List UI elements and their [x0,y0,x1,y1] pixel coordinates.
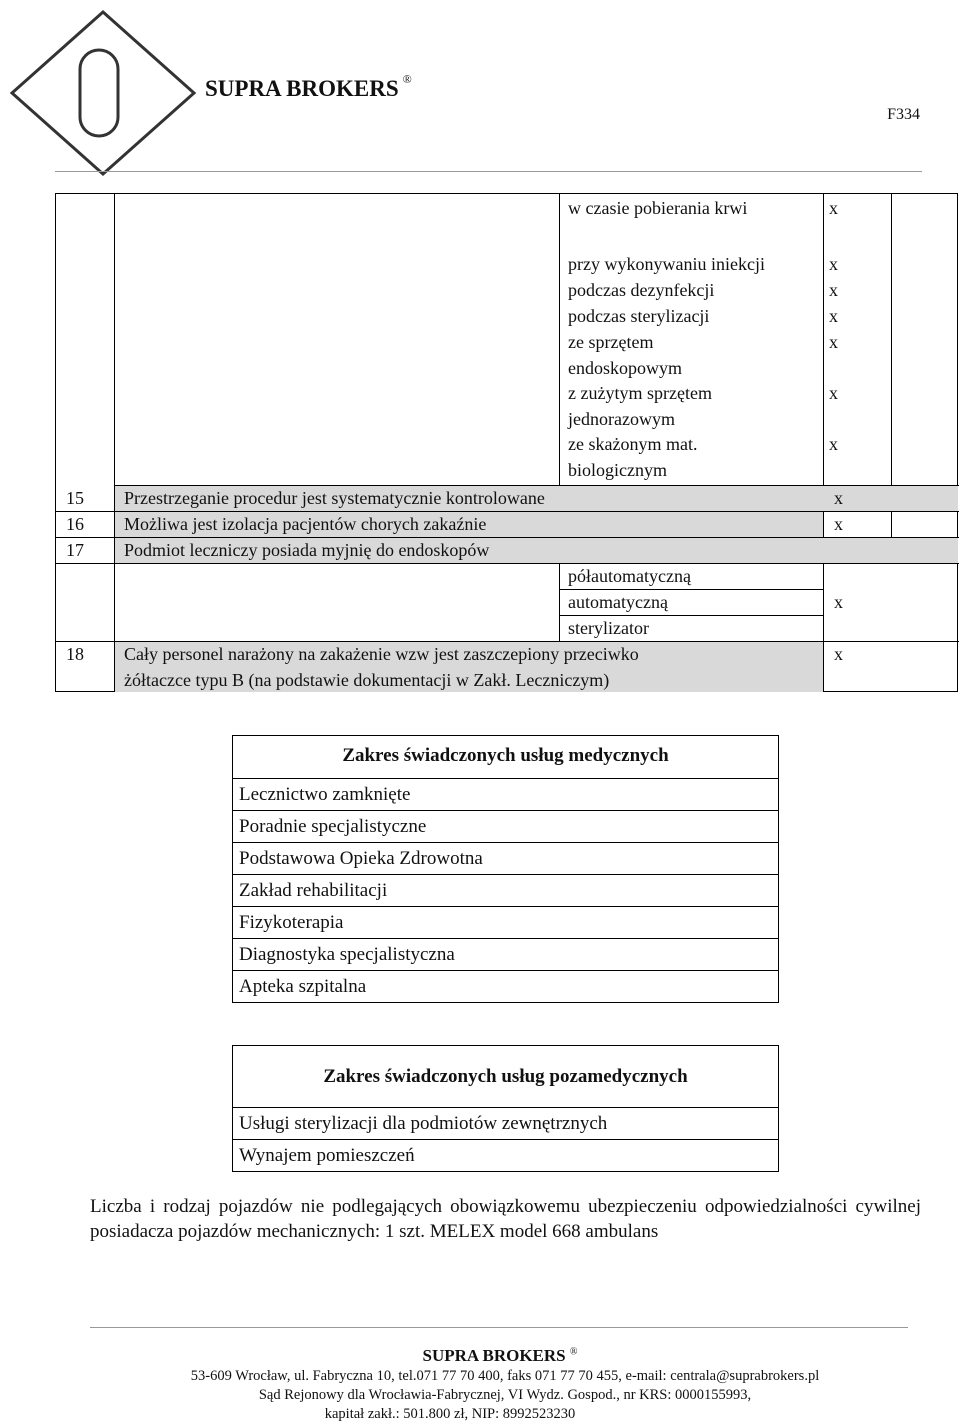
washer-option-label: sterylizator [568,618,649,638]
sub-row-label: w czasie pobierania krwi [568,198,748,218]
non-medical-services-title: Zakres świadczonych usług pozamedycznych [323,1066,688,1087]
non-medical-services-box [232,1045,779,1172]
mark-x: x [834,592,843,612]
row-number: 17 [66,540,84,560]
row-text: Przestrzeganie procedur jest systematycznie kontrolowane [124,488,545,508]
row-text: Cały personel narażony na zakażenie wzw jest zaszczepiony przeciwko [124,644,639,664]
row-number: 15 [66,488,84,508]
washer-option-label: automatyczną [568,592,668,612]
company-logo [8,8,198,178]
row-text: żółtaczce typu B (na podstawie dokumentacji w Zakł. Leczniczym) [124,670,610,690]
sub-row-label: przy wykonywaniu iniekcji [568,254,765,274]
hygiene-table [55,193,958,692]
sub-row-label: biologicznym [568,460,667,480]
footer-court: Sąd Rejonowy dla Wrocławia-Fabrycznej, VI Wydz. Gospod., nr KRS: 0000155993, [258,1387,752,1403]
footer-divider [90,1327,908,1328]
sub-row-label: podczas dezynfekcji [568,280,715,300]
row-number: 18 [66,644,84,664]
header-divider [55,171,922,172]
mark-x: x [829,306,838,326]
row-number: 16 [66,514,84,534]
mark-x: x [834,644,843,664]
sub-row-label: jednorazowym [568,409,675,429]
washer-option-label: półautomatyczną [568,566,691,586]
mark-x: x [829,198,838,218]
vehicles-paragraph: Liczba i rodzaj pojazdów nie podlegających obowiązkowemu ubezpieczeniu odpowiedzialności cywilnej posiadacza pojazdów mechanicznych: 1 szt. MELEX model 668 ambulans [90,1196,921,1242]
medical-service-item: Poradnie specjalistyczne [233,810,778,842]
header-brand: SUPRA BROKERS ® [205,72,412,101]
sub-row-label: podczas sterylizacji [568,306,710,326]
sub-row-label: ze skażonym mat. [568,434,698,454]
non-medical-service-item: Wynajem pomieszczeń [233,1139,778,1171]
sub-row-label: endoskopowym [568,358,682,378]
mark-x: x [829,434,838,454]
sub-row-label: ze sprzętem [568,332,654,352]
mark-x: x [834,514,843,534]
footer-address: 53-609 Wrocław, ul. Fabryczna 10, tel.071 77 70 400, faks 071 77 70 455, e-mail: centrala@suprabrokers.pl [190,1368,820,1384]
medical-service-item: Lecznictwo zamknięte [233,778,778,810]
mark-x: x [829,332,838,352]
footer-capital: kapitał zakł.: 501.800 zł, NIP: 8992523230 [324,1406,576,1422]
row-text: Podmiot leczniczy posiada myjnię do endoskopów [124,540,490,560]
mark-x: x [829,254,838,274]
medical-services-title: Zakres świadczonych usług medycznych [342,745,669,766]
medical-service-item: Apteka szpitalna [233,970,778,1002]
medical-service-item: Zakład rehabilitacji [233,874,778,906]
sub-row-label: z zużytym sprzętem [568,383,712,403]
form-code: F334 [887,106,920,123]
mark-x: x [829,280,838,300]
non-medical-service-item: Usługi sterylizacji dla podmiotów zewnętrznych [233,1107,778,1139]
medical-service-item: Podstawowa Opieka Zdrowotna [233,842,778,874]
row-text: Możliwa jest izolacja pacjentów chorych zakaźnie [124,514,487,534]
medical-service-item: Fizykoterapia [233,906,778,938]
medical-service-item: Diagnostyka specjalistyczna [233,938,778,970]
footer-brand: SUPRA BROKERS ® [422,1346,578,1365]
medical-services-box [232,735,779,1003]
mark-x: x [834,488,843,508]
mark-x: x [829,383,838,403]
